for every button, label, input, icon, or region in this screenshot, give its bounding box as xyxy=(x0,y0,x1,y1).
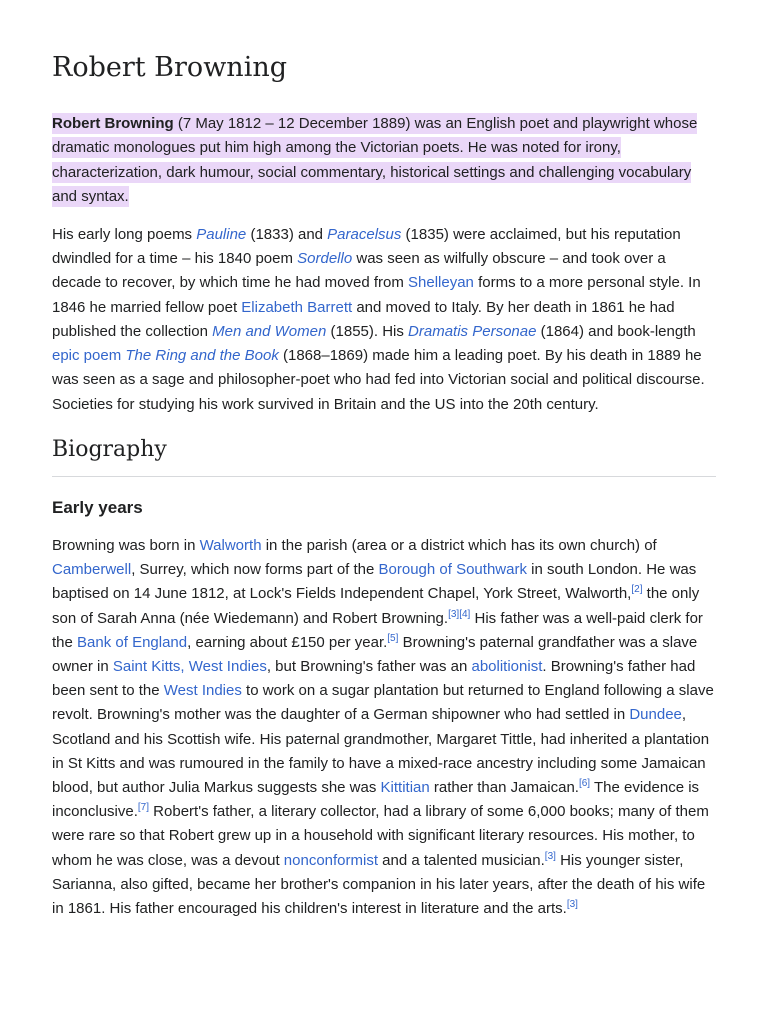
text-run: rather than Jamaican. xyxy=(429,779,579,797)
citation-link[interactable]: [4] xyxy=(459,608,471,620)
text-run: and moved to Italy. By her death in 1861 he had published the collection xyxy=(52,298,675,340)
citation-link[interactable]: [3] xyxy=(566,899,578,911)
text-run: in the parish (area or a district which has its own church) of xyxy=(261,537,657,554)
text-run: to work on a sugar plantation but returned to England following a slave revolt. Browning's mother was the daughter of a German shipowner who had settled in xyxy=(52,682,714,724)
link-sordello[interactable]: Sordello xyxy=(297,249,353,267)
link-bank-of-england[interactable]: Bank of England xyxy=(77,633,188,651)
text-run: His younger sister, Sarianna, also gifted, became her brother's companion in his later years, after the death of his wife in 1861. His father encouraged his children's interest in literature and the arts. xyxy=(52,851,706,918)
text-run: (1855). His xyxy=(326,322,409,340)
subject-name: Robert Browning xyxy=(52,115,174,132)
text-run: (1833) and xyxy=(246,225,328,243)
link-elizabeth-barrett[interactable]: Elizabeth Barrett xyxy=(241,298,353,316)
link-paracelsus[interactable]: Paracelsus xyxy=(327,225,402,243)
text-run: Browning's paternal grandfather was a slave owner in xyxy=(52,633,698,676)
biography-paragraph xyxy=(52,534,716,921)
link-dundee[interactable]: Dundee xyxy=(629,706,682,724)
link-men-and-women[interactable]: Men and Women xyxy=(212,322,327,340)
citation-3[interactable] xyxy=(448,609,459,620)
link-borough-of-southwark[interactable]: Borough of Southwark xyxy=(378,561,527,579)
citation-5[interactable] xyxy=(387,633,398,644)
text-run: Browning was born in xyxy=(52,537,200,554)
link-abolitionist[interactable]: abolitionist xyxy=(471,658,543,676)
citation-link[interactable]: [3] xyxy=(544,850,556,862)
link-shelleyan[interactable]: Shelleyan xyxy=(408,274,474,292)
citation-4[interactable] xyxy=(459,609,470,620)
text-run: the only son of Sarah Anna (née Wiedemann) and Robert Browning. xyxy=(52,585,700,627)
text-run: was seen as wilfully obscure – and took over a decade to recover, by which time he had moved from xyxy=(52,249,666,292)
citation-7[interactable] xyxy=(138,802,149,813)
text-run: , but Browning's father was an xyxy=(266,658,472,676)
link-nonconformist[interactable]: nonconformist xyxy=(283,851,379,869)
citation-link[interactable]: [3] xyxy=(448,608,460,620)
page-title: Robert Browning xyxy=(52,52,287,83)
text-run: in south London. He was baptised on 14 June 1812, at Lock's Fields Independent Chapel, York Street, Walworth, xyxy=(52,561,697,603)
text-run: and a talented musician. xyxy=(378,851,545,869)
text-run: . Browning's father had been sent to the xyxy=(52,658,696,700)
link-kittitian[interactable]: Kittitian xyxy=(380,779,430,797)
text-run: (1868–1869) made him a leading poet. By his death in 1889 he was seen as a sage and philosopher-poet who had fed into Victorian social and political discourse. Societies for studying his work survived in Britain and the US into the 20th century. xyxy=(52,347,705,413)
citation-link[interactable]: [6] xyxy=(578,778,591,790)
citation-3-third[interactable] xyxy=(567,899,578,910)
text-run: forms to a more personal style. In 1846 he married fellow poet xyxy=(52,274,701,316)
link-saint-kitts[interactable]: Saint Kitts, West Indies xyxy=(112,658,267,676)
subsection-heading-early-years: Early years xyxy=(52,498,143,517)
link-walworth[interactable]: Walworth xyxy=(199,537,262,554)
text-run: , earning about £150 per year. xyxy=(187,633,388,651)
highlighted-lead xyxy=(52,113,697,207)
text-run: His father was a well-paid clerk for the xyxy=(52,609,703,651)
link-west-indies[interactable]: West Indies xyxy=(163,682,242,700)
citation-link[interactable]: [2] xyxy=(631,584,643,596)
citation-link[interactable]: [7] xyxy=(137,802,150,814)
link-pauline[interactable]: Pauline xyxy=(196,225,247,243)
text-run: (1864) and book-length xyxy=(536,322,696,340)
text-run: His early long poems xyxy=(52,225,197,243)
text-run: (1835) were acclaimed, but his reputation dwindled for a time – his 1840 poem xyxy=(52,225,681,267)
link-camberwell[interactable]: Camberwell xyxy=(52,561,132,579)
text-run: The evidence is inconclusive. xyxy=(52,779,700,821)
citation-2[interactable] xyxy=(631,584,642,595)
citation-6[interactable] xyxy=(579,778,590,789)
section-heading-biography: Biography xyxy=(52,435,716,477)
lead-paragraph xyxy=(52,112,716,210)
citation-3-second[interactable] xyxy=(545,851,556,862)
link-epic-poem[interactable]: epic poem xyxy=(52,347,122,365)
text-run: Robert's father, a literary collector, had a library of some 6,000 books; many of them were rare so that Robert grew up in a household with significant literary resources. His mother, to whom he was close, was a devout xyxy=(52,803,709,869)
link-ring-and-the-book[interactable]: The Ring and the Book xyxy=(125,347,279,365)
text-run: , Surrey, which now forms part of the xyxy=(131,561,379,579)
summary-paragraph xyxy=(52,223,716,417)
citation-link[interactable]: [5] xyxy=(387,632,399,644)
lead-text: (7 May 1812 – 12 December 1889) was an English poet and playwright whose dramatic monologues put him high among the Victorian poets. He was noted for irony, characterization, dark humour, social commentary, historical settings and challenging vocabulary and syntax. xyxy=(52,115,698,206)
link-dramatis-personae[interactable]: Dramatis Personae xyxy=(408,322,537,340)
text-run: , Scotland and his Scottish wife. His paternal grandmother, Margaret Tittle, had inherited a plantation in St Kitts and was rumoured in the family to have a mixed-race ancestry including some Jamaican blood, but author Julia Markus suggests she was xyxy=(52,706,710,797)
